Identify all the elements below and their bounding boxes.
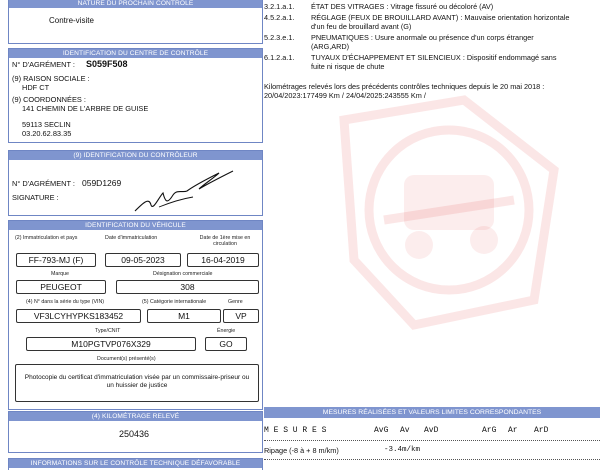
kilometrage-section (8, 411, 263, 453)
dotted-separator (264, 459, 600, 460)
section-header: (4) KILOMÉTRAGE RELEVÉ (9, 412, 262, 421)
defect-description (311, 13, 569, 31)
address-line-1: 141 CHEMIN DE L'ARBRE DE GUISE (22, 104, 149, 113)
kilometrage-value: 250436 (119, 429, 150, 439)
mesures-title: M E S U R E S (264, 426, 327, 435)
date-1ere-value: 16-04-2019 (187, 253, 259, 267)
controleur-section (8, 150, 263, 216)
defect-code: 3.2.1.a.1. (264, 2, 295, 11)
immat-value: FF-793-MJ (F) (16, 253, 96, 267)
centre-phone: 03.20.62.83.35 (22, 129, 72, 138)
date-immat-label: Date d'immatriculation (105, 235, 158, 241)
defect-description-line-2: fuite ni risque de chute (311, 62, 385, 71)
type-label: Type/CNIT (95, 328, 121, 334)
designation-label: Désignation commerciale (153, 271, 213, 277)
vin-value: VF3LCYHYPKS183452 (16, 309, 141, 323)
designation-value: 308 (116, 280, 259, 294)
next-inspection-value: Contre-visite (49, 16, 94, 25)
raison-sociale-label: (9) RAISON SOCIALE : (12, 74, 90, 83)
defavorable-section (8, 458, 263, 470)
ripage-label: Ripage (-8 à + 8 m/km) (264, 446, 339, 455)
mesures-col-avg: AvG (374, 426, 389, 435)
mesures-col-ard: ArD (534, 426, 549, 435)
dotted-separator (264, 440, 600, 441)
defect-code: 5.2.3.e.1. (264, 33, 295, 42)
mesures-header: MESURES RÉALISÉES ET VALEURS LIMITES CORRESPONDANTES (264, 407, 600, 418)
energie-label: Énergie (217, 328, 236, 334)
defect-description-line-1: RÉGLAGE (FEUX DE BROUILLARD AVANT) : Mauvaise orientation horizontale (311, 13, 570, 22)
ripage-value: -3.4m/km (384, 446, 421, 454)
genre-value: VP (223, 309, 259, 323)
defect-row (264, 13, 600, 33)
controleur-agrement-label: N° D'AGRÉMENT : (12, 179, 75, 188)
section-header: IDENTIFICATION DU CENTRE DE CONTRÔLE (9, 49, 262, 58)
coordonnees-label: (9) COORDONNÉES : (12, 95, 86, 104)
marque-value: PEUGEOT (16, 280, 106, 294)
defect-row (264, 53, 600, 73)
documents-label: Document(s) présenté(s) (97, 356, 156, 362)
documents-line-2: un huissier de justice (106, 382, 168, 389)
left-column (8, 0, 263, 470)
mesures-col-ar: Ar (508, 426, 518, 435)
mesures-col-arg: ArG (482, 426, 497, 435)
centre-agrement-value: S059F508 (86, 59, 128, 69)
right-column (264, 0, 600, 470)
signature-image (129, 167, 239, 215)
raison-sociale-value: HDF CT (22, 83, 50, 92)
defect-row (264, 33, 600, 53)
section-header: INFORMATIONS SUR LE CONTRÔLE TECHNIQUE DÉFAVORABLE (9, 459, 262, 468)
controleur-agrement-value: 059D1269 (82, 178, 122, 188)
mesures-col-av: Av (400, 426, 410, 435)
defect-description (311, 33, 534, 51)
defect-description (311, 53, 557, 71)
km-history-note-line-2: 20/04/2023:177499 Km / 24/04/2025:243555 Km / (264, 91, 426, 100)
km-history-note-line-1: Kilométrages relevés lors des précédents contrôles techniques depuis le 20 mai 2018 : (264, 82, 545, 91)
defect-description-line-1: TUYAUX D'ÉCHAPPEMENT ET SILENCIEUX : Dispositif endommagé sans (311, 53, 557, 62)
defect-description-line-1: ÉTAT DES VITRAGES : Vitrage fissuré ou décoloré (AV) (311, 2, 494, 11)
documents-line-1: Photocopie du certificat d'immatriculation visée par un commissaire-priseur ou (24, 374, 250, 381)
defect-description-line-2: (ARG,ARD) (311, 42, 350, 51)
next-inspection-section (8, 0, 263, 44)
centre-section (8, 48, 263, 143)
vehicle-section (8, 220, 263, 410)
date-immat-value: 09-05-2023 (105, 253, 181, 267)
immat-label: (2) Immatriculation et pays (15, 235, 78, 241)
address-line-2: 59113 SECLIN (22, 120, 71, 129)
categorie-label: (5) Catégorie internationale (142, 299, 207, 305)
defect-description-line-2: d'un feu de brouillard avant (G) (311, 22, 412, 31)
energie-value: GO (205, 337, 247, 351)
genre-label: Genre (228, 299, 243, 305)
section-header: IDENTIFICATION DU VÉHICULE (9, 221, 262, 230)
defect-description (311, 2, 493, 11)
type-value: M10PGTVP076X329 (26, 337, 196, 351)
section-header: (9) IDENTIFICATION DU CONTRÔLEUR (9, 151, 262, 160)
defect-description-line-1: PNEUMATIQUES : Usure anormale ou présence d'un corps étranger (311, 33, 534, 42)
car-logo-watermark (324, 80, 574, 340)
centre-agrement-label: N° D'AGRÉMENT : (12, 60, 75, 69)
defect-code: 4.5.2.a.1. (264, 13, 295, 22)
section-header: NATURE DU PROCHAIN CONTRÔLE (9, 0, 262, 8)
signature-label: SIGNATURE : (12, 193, 59, 202)
documents-box (15, 364, 259, 402)
marque-label: Marque (51, 271, 69, 277)
categorie-value: M1 (147, 309, 221, 323)
mesures-col-avd: AvD (424, 426, 439, 435)
vin-label: (4) N° dans la série du type (VIN) (26, 299, 105, 305)
defect-code: 6.1.2.a.1. (264, 53, 295, 62)
date-1ere-label: Date de 1ère mise en circulation (199, 235, 251, 247)
